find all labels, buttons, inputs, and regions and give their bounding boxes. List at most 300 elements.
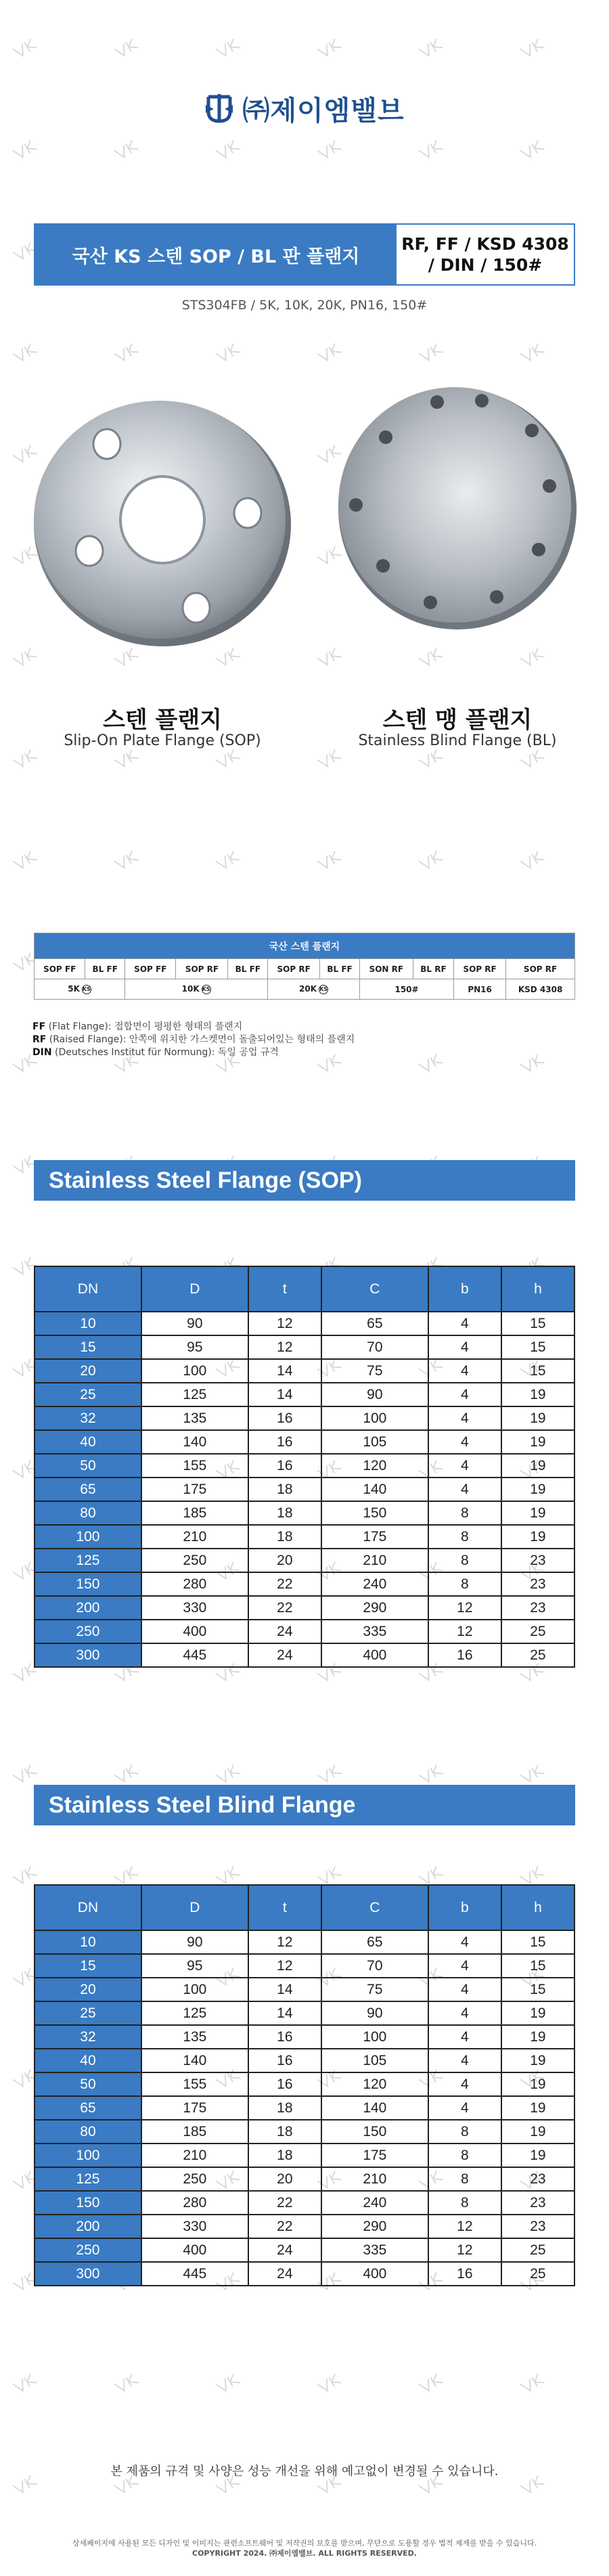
table-cell: 12 <box>428 2215 501 2238</box>
dn-cell: 150 <box>35 2191 141 2215</box>
watermark-mark-icon <box>214 137 246 166</box>
sop-dimension-table <box>34 1266 575 1668</box>
table-cell: 4 <box>428 2049 501 2072</box>
standards-header-cell: SOP RF <box>506 959 575 979</box>
note-desc: (Flat Flange): 접합면이 평평한 형태의 플랜지 <box>45 1021 243 1032</box>
table-cell: 100 <box>141 1359 248 1383</box>
table-cell: 4 <box>428 1930 501 1954</box>
table-cell: 75 <box>321 1359 428 1383</box>
dn-cell: 150 <box>35 1572 141 1596</box>
column-header: h <box>501 1266 574 1312</box>
watermark-mark-icon <box>315 847 348 876</box>
dn-cell: 20 <box>35 1978 141 2001</box>
table-cell: 24 <box>248 2262 321 2286</box>
table-cell: 24 <box>248 2238 321 2262</box>
table-cell: 23 <box>501 1596 574 1620</box>
table-cell: 175 <box>141 2096 248 2120</box>
table-cell: 19 <box>501 1430 574 1454</box>
table-cell: 14 <box>248 1383 321 1406</box>
column-header: C <box>321 1885 428 1930</box>
table-row <box>35 1312 574 1335</box>
table-cell: 185 <box>141 1501 248 1525</box>
product-name-bl: 스텐 맹 플랜지 <box>382 707 533 734</box>
sop-flange-image <box>27 386 298 657</box>
table-cell: 4 <box>428 1978 501 2001</box>
valve-logo-icon <box>204 91 234 125</box>
table-row <box>35 2120 574 2144</box>
table-cell: 15 <box>501 1359 574 1383</box>
table-cell: 175 <box>321 2144 428 2167</box>
standards-table-caption: 국산 스텐 플랜지 <box>35 933 575 959</box>
table-cell: 240 <box>321 2191 428 2215</box>
table-cell: 4 <box>428 1359 501 1383</box>
table-cell: 90 <box>141 1930 248 1954</box>
table-cell: 280 <box>141 2191 248 2215</box>
table-cell: 15 <box>501 1930 574 1954</box>
note-line <box>32 1034 355 1046</box>
table-cell: 4 <box>428 2001 501 2025</box>
watermark-mark-icon <box>518 746 551 775</box>
table-cell: 65 <box>321 1930 428 1954</box>
standards-table <box>34 933 575 1000</box>
table-cell: 12 <box>248 1930 321 1954</box>
ks-mark-icon: KS <box>319 985 328 994</box>
standards-group-cell <box>268 979 360 1000</box>
table-cell: 16 <box>248 1454 321 1478</box>
table-cell: 330 <box>141 2215 248 2238</box>
table-cell: 15 <box>501 1954 574 1978</box>
table-cell: 400 <box>321 2262 428 2286</box>
dn-cell: 80 <box>35 2120 141 2144</box>
table-cell: 8 <box>428 2167 501 2191</box>
table-cell: 400 <box>321 1643 428 1667</box>
table-cell: 4 <box>428 1430 501 1454</box>
table-cell: 95 <box>141 1954 248 1978</box>
table-cell: 12 <box>248 1335 321 1359</box>
standards-header-cell: SOP RF <box>176 959 228 979</box>
table-cell: 4 <box>428 1454 501 1478</box>
table-cell: 23 <box>501 1572 574 1596</box>
table-cell: 445 <box>141 2262 248 2286</box>
table-cell: 330 <box>141 1596 248 1620</box>
table-cell: 400 <box>141 2238 248 2262</box>
standards-header-cell: SOP RF <box>268 959 320 979</box>
column-header: b <box>428 1885 501 1930</box>
standards-group-label: 150# <box>394 984 419 994</box>
table-cell: 19 <box>501 2025 574 2049</box>
table-row <box>35 1335 574 1359</box>
table-row <box>35 1930 574 1954</box>
table-cell: 16 <box>248 1430 321 1454</box>
watermark-mark-icon <box>11 2370 43 2399</box>
table-row <box>35 2025 574 2049</box>
table-cell: 18 <box>248 1525 321 1549</box>
column-header: DN <box>35 1885 141 1930</box>
note-line <box>32 1021 355 1034</box>
watermark-mark-icon <box>315 137 348 166</box>
table-cell: 25 <box>501 2262 574 2286</box>
table-cell: 75 <box>321 1978 428 2001</box>
table-cell: 210 <box>321 2167 428 2191</box>
table-cell: 65 <box>321 1312 428 1335</box>
watermark-mark-icon <box>417 137 449 166</box>
watermark-mark-icon <box>518 1050 551 1080</box>
watermark-mark-icon <box>112 2370 145 2399</box>
spec-line: STS304FB / 5K, 10K, 20K, PN16, 150# <box>181 298 428 313</box>
table-row <box>35 2191 574 2215</box>
table-cell: 16 <box>248 1406 321 1430</box>
table-cell: 210 <box>141 1525 248 1549</box>
standards-group-cell <box>454 979 506 1000</box>
watermark-mark-icon <box>315 746 348 775</box>
standards-header-cell: BL FF <box>228 959 268 979</box>
table-cell: 23 <box>501 2167 574 2191</box>
table-row <box>35 1620 574 1643</box>
table-cell: 100 <box>321 1406 428 1430</box>
table-cell: 120 <box>321 1454 428 1478</box>
table-cell: 22 <box>248 1572 321 1596</box>
standards-header-cell: SOP RF <box>454 959 506 979</box>
table-cell: 8 <box>428 2144 501 2167</box>
table-row <box>35 1501 574 1525</box>
watermark-mark-icon <box>417 340 449 369</box>
table-cell: 23 <box>501 2191 574 2215</box>
table-cell: 400 <box>141 1620 248 1643</box>
dn-cell: 15 <box>35 1335 141 1359</box>
note-desc: (Deutsches Institut für Normung): 독일 공업 규격 <box>51 1047 279 1058</box>
table-cell: 16 <box>248 2072 321 2096</box>
table-cell: 445 <box>141 1643 248 1667</box>
table-cell: 19 <box>501 1478 574 1501</box>
note-line <box>32 1046 355 1059</box>
standards-group-cell <box>359 979 453 1000</box>
table-row <box>35 1359 574 1383</box>
dn-cell: 80 <box>35 1501 141 1525</box>
table-cell: 22 <box>248 2215 321 2238</box>
dn-cell: 50 <box>35 2072 141 2096</box>
table-row <box>35 1383 574 1406</box>
table-cell: 12 <box>248 1312 321 1335</box>
standards-group-label: 20K <box>299 984 317 994</box>
watermark-mark-icon <box>11 35 43 64</box>
watermark-mark-icon <box>518 340 551 369</box>
table-cell: 12 <box>428 2238 501 2262</box>
table-cell: 19 <box>501 2049 574 2072</box>
table-cell: 4 <box>428 1312 501 1335</box>
table-cell: 290 <box>321 1596 428 1620</box>
dn-cell: 65 <box>35 1478 141 1501</box>
table-row <box>35 1430 574 1454</box>
dn-cell: 10 <box>35 1930 141 1954</box>
watermark-mark-icon <box>11 137 43 166</box>
column-header: D <box>141 1885 248 1930</box>
brand-name: ㈜제이엠밸브 <box>242 95 405 127</box>
table-cell: 105 <box>321 2049 428 2072</box>
table-row <box>35 1643 574 1667</box>
dn-cell: 200 <box>35 2215 141 2238</box>
product-name-bl-en: Stainless Blind Flange (BL) <box>358 732 557 749</box>
watermark-mark-icon <box>417 2370 449 2399</box>
column-header: D <box>141 1266 248 1312</box>
table-cell: 19 <box>501 2120 574 2144</box>
dn-cell: 40 <box>35 1430 141 1454</box>
table-cell: 185 <box>141 2120 248 2144</box>
watermark-mark-icon <box>417 644 449 673</box>
dn-cell: 25 <box>35 2001 141 2025</box>
table-cell: 8 <box>428 1501 501 1525</box>
table-cell: 15 <box>501 1335 574 1359</box>
table-cell: 22 <box>248 2191 321 2215</box>
column-header: t <box>248 1885 321 1930</box>
standards-header-cell: BL RF <box>413 959 453 979</box>
table-row <box>35 2262 574 2286</box>
watermark-mark-icon <box>518 847 551 876</box>
table-cell: 22 <box>248 1596 321 1620</box>
dn-cell: 250 <box>35 2238 141 2262</box>
dn-cell: 32 <box>35 1406 141 1430</box>
table-cell: 105 <box>321 1430 428 1454</box>
ks-mark-icon: KS <box>202 985 211 994</box>
watermark-mark-icon <box>11 746 43 775</box>
table-cell: 150 <box>321 1501 428 1525</box>
table-cell: 90 <box>141 1312 248 1335</box>
dn-cell: 65 <box>35 2096 141 2120</box>
table-cell: 135 <box>141 2025 248 2049</box>
table-cell: 16 <box>428 2262 501 2286</box>
watermark-mark-icon <box>417 35 449 64</box>
table-cell: 4 <box>428 1954 501 1978</box>
table-row <box>35 2001 574 2025</box>
table-cell: 4 <box>428 1335 501 1359</box>
table-cell: 280 <box>141 1572 248 1596</box>
section-title-sop: Stainless Steel Flange (SOP) <box>34 1160 575 1201</box>
table-cell: 100 <box>321 2025 428 2049</box>
table-cell: 19 <box>501 1406 574 1430</box>
table-cell: 24 <box>248 1643 321 1667</box>
watermark-mark-icon <box>315 2370 348 2399</box>
column-header: t <box>248 1266 321 1312</box>
table-cell: 12 <box>248 1954 321 1978</box>
dn-cell: 125 <box>35 2167 141 2191</box>
dn-cell: 20 <box>35 1359 141 1383</box>
ks-mark-icon: KS <box>82 985 91 994</box>
table-row <box>35 2096 574 2120</box>
standards-header-cell: SOP FF <box>125 959 176 979</box>
standards-group-label: KSD 4308 <box>518 984 563 994</box>
table-row <box>35 1406 574 1430</box>
dn-cell: 100 <box>35 2144 141 2167</box>
table-cell: 210 <box>141 2144 248 2167</box>
table-header-row <box>35 1266 574 1312</box>
footer-note: 본 제품의 규격 및 사양은 성능 개선을 위해 예고없이 변경될 수 있습니다. <box>110 2464 499 2479</box>
standards-header-cell: BL FF <box>85 959 125 979</box>
watermark-mark-icon <box>11 847 43 876</box>
table-cell: 18 <box>248 2144 321 2167</box>
table-cell: 14 <box>248 2001 321 2025</box>
table-row <box>35 1454 574 1478</box>
table-cell: 19 <box>501 1454 574 1478</box>
table-row <box>35 1478 574 1501</box>
table-cell: 23 <box>501 1549 574 1572</box>
note-term: DIN <box>32 1047 52 1058</box>
table-cell: 290 <box>321 2215 428 2238</box>
note-term: FF <box>32 1021 46 1032</box>
table-cell: 70 <box>321 1954 428 1978</box>
blind-dimension-table <box>34 1884 575 2286</box>
table-cell: 335 <box>321 2238 428 2262</box>
table-cell: 140 <box>321 1478 428 1501</box>
table-cell: 95 <box>141 1335 248 1359</box>
copyright-line1: 상세페이지에 사용된 모든 디자인 및 이미지는 관련소프트웨어 및 저작권의 보호를 받으며, 무단으로 도용할 경우 법적 제재를 받을 수 있습니다. <box>72 2539 537 2548</box>
watermark-mark-icon <box>214 847 246 876</box>
watermark-mark-icon <box>518 2370 551 2399</box>
column-header: C <box>321 1266 428 1312</box>
table-cell: 335 <box>321 1620 428 1643</box>
table-row <box>35 1978 574 2001</box>
table-cell: 4 <box>428 1383 501 1406</box>
watermark-mark-icon <box>214 340 246 369</box>
standards-group-cell <box>125 979 268 1000</box>
table-cell: 4 <box>428 2025 501 2049</box>
table-row <box>35 2215 574 2238</box>
table-cell: 16 <box>248 2049 321 2072</box>
watermark-mark-icon <box>112 35 145 64</box>
table-row <box>35 2144 574 2167</box>
dn-cell: 10 <box>35 1312 141 1335</box>
table-cell: 140 <box>141 2049 248 2072</box>
copyright <box>0 2538 609 2558</box>
table-cell: 150 <box>321 2120 428 2144</box>
watermark-mark-icon <box>417 1050 449 1080</box>
standards-header-cell: SON RF <box>359 959 413 979</box>
dn-cell: 300 <box>35 2262 141 2286</box>
watermark-mark-icon <box>417 847 449 876</box>
table-cell: 8 <box>428 1549 501 1572</box>
table-cell: 210 <box>321 1549 428 1572</box>
table-cell: 175 <box>321 1525 428 1549</box>
watermark-mark-icon <box>112 847 145 876</box>
table-cell: 16 <box>248 2025 321 2049</box>
table-cell: 19 <box>501 2096 574 2120</box>
dn-cell: 32 <box>35 2025 141 2049</box>
standards-header-cell: BL FF <box>320 959 360 979</box>
dn-cell: 15 <box>35 1954 141 1978</box>
table-cell: 90 <box>321 2001 428 2025</box>
brand-logo <box>0 88 609 129</box>
table-row <box>35 1596 574 1620</box>
watermark-mark-icon <box>11 340 43 369</box>
watermark-mark-icon <box>112 746 145 775</box>
table-row <box>35 2167 574 2191</box>
table-row <box>35 1572 574 1596</box>
table-cell: 19 <box>501 2072 574 2096</box>
table-cell: 175 <box>141 1478 248 1501</box>
watermark-mark-icon <box>417 746 449 775</box>
dn-cell: 50 <box>35 1454 141 1478</box>
watermark-mark-icon <box>112 340 145 369</box>
table-cell: 250 <box>141 1549 248 1572</box>
watermark-mark-icon <box>315 340 348 369</box>
standards-group-cell <box>35 979 125 1000</box>
table-cell: 15 <box>501 1978 574 2001</box>
column-header: h <box>501 1885 574 1930</box>
standards-group-label: PN16 <box>468 984 492 994</box>
table-row <box>35 1525 574 1549</box>
table-cell: 240 <box>321 1572 428 1596</box>
dn-cell: 300 <box>35 1643 141 1667</box>
standards-label: RF, FF / KSD 4308 / DIN / 150# <box>397 225 574 284</box>
title-bar <box>34 223 575 286</box>
table-cell: 125 <box>141 1383 248 1406</box>
table-cell: 8 <box>428 1572 501 1596</box>
table-cell: 18 <box>248 2120 321 2144</box>
table-cell: 4 <box>428 2072 501 2096</box>
table-row <box>35 2072 574 2096</box>
table-cell: 20 <box>248 1549 321 1572</box>
column-header: b <box>428 1266 501 1312</box>
table-cell: 18 <box>248 1501 321 1525</box>
table-cell: 8 <box>428 1525 501 1549</box>
column-header: DN <box>35 1266 141 1312</box>
table-cell: 155 <box>141 2072 248 2096</box>
table-row <box>35 2238 574 2262</box>
table-cell: 19 <box>501 1501 574 1525</box>
table-cell: 140 <box>141 1430 248 1454</box>
table-cell: 120 <box>321 2072 428 2096</box>
product-name-sop-en: Slip-On Plate Flange (SOP) <box>64 732 261 749</box>
dn-cell: 200 <box>35 1596 141 1620</box>
table-cell: 4 <box>428 1406 501 1430</box>
table-cell: 70 <box>321 1335 428 1359</box>
watermark-mark-icon <box>518 137 551 166</box>
copyright-line2: COPYRIGHT 2024. ㈜제이엠밸브. ALL RIGHTS RESERVED. <box>192 2549 417 2558</box>
note-desc: (Raised Flange): 안쪽에 위치한 가스켓면이 돌출되어있는 형태의 플랜지 <box>46 1034 355 1045</box>
table-cell: 25 <box>501 1643 574 1667</box>
watermark-mark-icon <box>518 644 551 673</box>
table-header-row <box>35 1885 574 1930</box>
table-cell: 250 <box>141 2167 248 2191</box>
table-cell: 12 <box>428 1620 501 1643</box>
watermark-mark-icon <box>214 746 246 775</box>
table-row <box>35 1954 574 1978</box>
dn-cell: 125 <box>35 1549 141 1572</box>
dn-cell: 40 <box>35 2049 141 2072</box>
table-cell: 125 <box>141 2001 248 2025</box>
table-cell: 19 <box>501 2001 574 2025</box>
standards-header-cell: SOP FF <box>35 959 85 979</box>
watermark-mark-icon <box>315 35 348 64</box>
dn-cell: 250 <box>35 1620 141 1643</box>
watermark-mark-icon <box>518 35 551 64</box>
table-cell: 14 <box>248 1359 321 1383</box>
table-cell: 19 <box>501 2144 574 2167</box>
product-name-sop: 스텐 플랜지 <box>102 707 223 734</box>
table-cell: 155 <box>141 1454 248 1478</box>
table-cell: 23 <box>501 2215 574 2238</box>
table-cell: 19 <box>501 1525 574 1549</box>
table-cell: 4 <box>428 1478 501 1501</box>
table-cell: 140 <box>321 2096 428 2120</box>
table-row <box>35 1549 574 1572</box>
notes <box>32 1021 355 1059</box>
table-cell: 14 <box>248 1978 321 2001</box>
table-cell: 4 <box>428 2096 501 2120</box>
watermark-mark-icon <box>214 35 246 64</box>
table-cell: 24 <box>248 1620 321 1643</box>
watermark-mark-icon <box>214 2370 246 2399</box>
standards-group-label: 5K <box>68 984 80 994</box>
note-term: RF <box>32 1034 47 1045</box>
